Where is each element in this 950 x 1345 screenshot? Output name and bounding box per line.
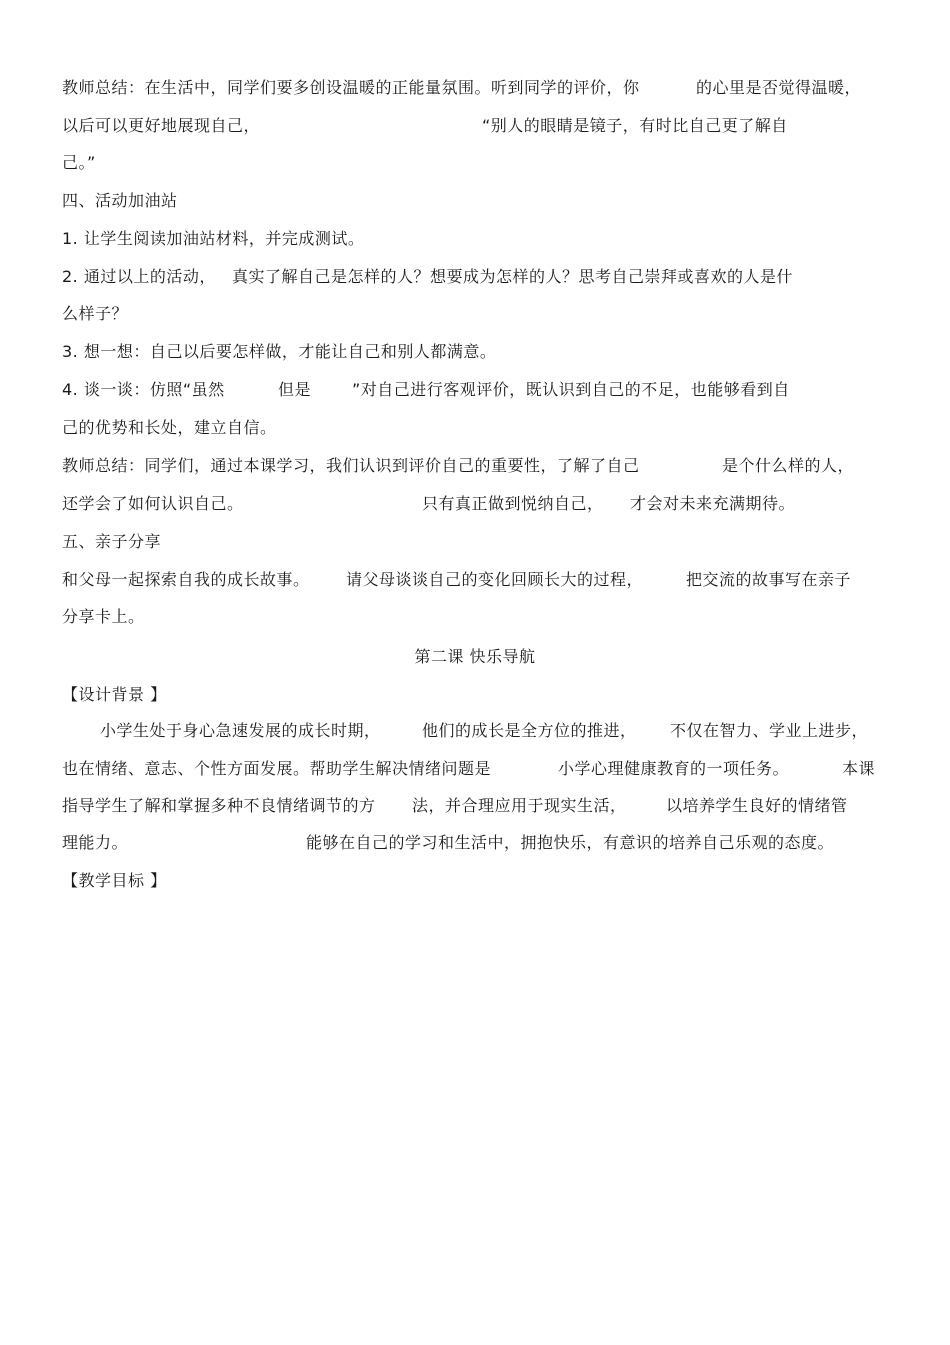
- text-span: 法，并合理应用于现实生活，: [412, 796, 627, 815]
- text-span: 不仅在智力、学业上进步，: [670, 721, 869, 740]
- text-span: 己的优势和长处，建立自信。: [62, 418, 277, 437]
- text-span: 他们的成长是全方位的推进，: [422, 721, 637, 740]
- text-span: 4. 谈一谈：仿照“虽然: [62, 380, 225, 399]
- text-span: 本课: [842, 759, 876, 778]
- text-span: ”对自己进行客观评价，既认识到自己的不足，也能够看到自: [352, 380, 790, 399]
- text-span: 2. 通过以上的活动，: [62, 267, 216, 286]
- text-span: “别人的眼睛是镜子，有时比自己更了解自: [482, 116, 788, 135]
- text-span: 么样子？: [62, 304, 129, 323]
- text-span: 只有真正做到悦纳自己，: [422, 494, 604, 513]
- text-span: 指导学生了解和掌握多种不良情绪调节的方: [62, 796, 376, 815]
- text-span: 和父母一起探索自我的成长故事。: [62, 570, 310, 589]
- text-span: 1. 让学生阅读加油站材料，并完成测试。: [62, 229, 365, 248]
- text-span: 以培养学生良好的情绪管: [666, 796, 848, 815]
- text-span: 才会对未来充满期待。: [630, 494, 796, 513]
- text-span: 小学生处于身心急速发展的成长时期，: [100, 721, 381, 740]
- text-span: 还学会了如何认识自己。: [62, 494, 244, 513]
- section-title: 五、亲子分享: [62, 532, 162, 551]
- text-span: 理能力。: [62, 833, 129, 852]
- text-span: 是个什么样的人，: [722, 456, 855, 475]
- text-span: 以后可以更好地展现自己，: [62, 116, 261, 135]
- text-span: 请父母谈谈自己的变化回顾长大的过程，: [346, 570, 644, 589]
- text-span: 分享卡上。: [62, 607, 145, 626]
- text-span: 能够在自己的学习和生活中，拥抱快乐，有意识的培养自己乐观的态度。: [306, 833, 835, 852]
- goals-heading: 【教学目标 】: [62, 871, 167, 890]
- text-span: 3. 想一想：自己以后要怎样做，才能让自己和别人都满意。: [62, 342, 497, 361]
- text-span: 小学心理健康教育的一项任务。: [558, 759, 790, 778]
- text-span: 真实了解自己是怎样的人？想要成为怎样的人？思考自己崇拜或喜欢的人是什: [232, 267, 794, 286]
- text-span: 己。”: [62, 153, 96, 172]
- text-span: 教师总结：在生活中，同学们要多创设温暖的正能量氛围。听到同学的评价，你: [62, 78, 640, 97]
- lesson-title: 第二课 快乐导航: [414, 647, 536, 666]
- text-span: 但是: [278, 380, 312, 399]
- text-span: 教师总结：同学们，通过本课学习，我们认识到评价自己的重要性，了解了自己: [62, 456, 640, 475]
- section-title: 四、活动加油站: [62, 191, 178, 210]
- background-heading: 【设计背景 】: [62, 685, 167, 704]
- text-span: 把交流的故事写在亲子: [686, 570, 852, 589]
- text-span: 也在情绪、意志、个性方面发展。帮助学生解决情绪问题是: [62, 759, 492, 778]
- text-span: 的心里是否觉得温暖，: [696, 78, 862, 97]
